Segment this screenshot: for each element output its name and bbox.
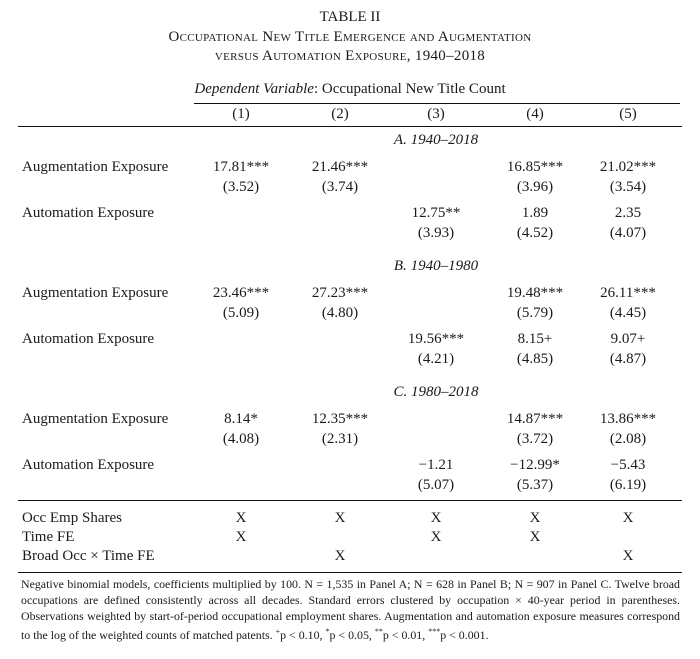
coefficient-cell: 26.11***: [600, 285, 656, 301]
coefficient-cell: −12.99*: [510, 457, 560, 473]
sig-level: p < 0.05: [329, 627, 369, 642]
table-label: TABLE II: [319, 9, 381, 25]
control-mark: X: [529, 529, 541, 545]
standard-error-cell: (2.31): [321, 431, 359, 447]
standard-error-cell: (3.52): [222, 179, 260, 195]
row-label: Augmentation Exposure: [22, 285, 169, 301]
standard-error-cell: (3.96): [516, 179, 554, 195]
coefficient-cell: 23.46***: [212, 285, 270, 301]
dep-var-prefix: Dependent Variable: [194, 81, 314, 97]
dependent-variable: [0, 81, 700, 98]
controls-rule: [18, 500, 682, 501]
standard-error-cell: (5.07): [417, 477, 455, 493]
standard-error-cell: (4.87): [609, 351, 647, 367]
coefficient-cell: −1.21: [418, 457, 454, 473]
standard-error-cell: (3.54): [609, 179, 647, 195]
coefficient-cell: 12.35***: [311, 411, 369, 427]
coefficient-cell: 21.46***: [311, 159, 369, 175]
coefficient-cell: 27.23***: [311, 285, 369, 301]
control-mark: X: [334, 548, 346, 564]
significance-legend: +p < 0.10, *p < 0.05, **p < 0.01, ***p < 0.001.: [275, 627, 489, 642]
coefficient-cell: 1.89: [521, 205, 549, 221]
column-header: (4): [526, 106, 544, 122]
coefficient-cell: 8.14*: [224, 411, 258, 427]
sig-symbol: ***: [428, 627, 441, 636]
coefficient-cell: 17.81***: [212, 159, 270, 175]
column-header: (2): [331, 106, 349, 122]
row-label: Automation Exposure: [22, 457, 155, 473]
control-label: Broad Occ × Time FE: [22, 548, 155, 564]
sig-level: p < 0.01: [382, 627, 423, 642]
control-mark: X: [235, 529, 247, 545]
control-label: Time FE: [22, 529, 75, 545]
coefficient-cell: 21.02***: [599, 159, 657, 175]
control-mark: X: [622, 510, 634, 526]
coefficient-cell: 12.75**: [411, 205, 461, 221]
standard-error-cell: (4.21): [417, 351, 455, 367]
coefficient-cell: 19.56***: [407, 331, 465, 347]
coefficient-cell: 2.35: [614, 205, 642, 221]
row-label: Augmentation Exposure: [22, 411, 169, 427]
standard-error-cell: (5.79): [516, 305, 554, 321]
standard-error-cell: (3.74): [321, 179, 359, 195]
coefficient-cell: 19.48***: [506, 285, 564, 301]
standard-error-cell: (4.52): [516, 225, 554, 241]
coefficient-cell: 14.87***: [506, 411, 564, 427]
column-header: (5): [619, 106, 637, 122]
column-header: (1): [232, 106, 250, 122]
sig-symbol: **: [374, 627, 383, 636]
row-label: Automation Exposure: [22, 205, 155, 221]
top-rule: [18, 126, 682, 127]
standard-error-cell: (2.08): [609, 431, 647, 447]
control-mark: X: [235, 510, 247, 526]
panel-title: C. 1980–2018: [393, 384, 479, 400]
sig-level: p < 0.001: [440, 627, 486, 642]
standard-error-cell: (4.85): [516, 351, 554, 367]
standard-error-cell: (4.08): [222, 431, 260, 447]
standard-error-cell: (3.93): [417, 225, 455, 241]
row-label: Augmentation Exposure: [22, 159, 169, 175]
control-mark: X: [430, 529, 442, 545]
row-label: Automation Exposure: [22, 331, 155, 347]
header-rule: [194, 103, 680, 104]
sig-symbol: +: [275, 627, 281, 636]
dep-var-value: : Occupational New Title Count: [313, 81, 506, 97]
standard-error-cell: (4.07): [609, 225, 647, 241]
table-title-line2: versus Automation Exposure, 1940–2018: [214, 48, 486, 64]
coefficient-cell: 9.07+: [610, 331, 646, 347]
coefficient-cell: 8.15+: [517, 331, 553, 347]
standard-error-cell: (5.37): [516, 477, 554, 493]
table-title-line1: Occupational New Title Emergence and Augmentation: [168, 29, 532, 45]
coefficient-cell: −5.43: [610, 457, 646, 473]
standard-error-cell: (4.80): [321, 305, 359, 321]
bottom-rule: [18, 572, 682, 573]
table-notes: [21, 576, 680, 643]
control-mark: X: [529, 510, 541, 526]
coefficient-cell: 16.85***: [506, 159, 564, 175]
standard-error-cell: (3.72): [516, 431, 554, 447]
sig-symbol: *: [325, 627, 330, 636]
column-header: (3): [427, 106, 445, 122]
control-mark: X: [334, 510, 346, 526]
notes-text: Negative binomial models, coefficients multiplied by 100. N = 1,535 in Panel A; N = 628 in Panel B; N = 907 in Panel C. Twelve broad occupations are defined consistently across all decades. Standard errors clustered by occupation × 40-year period in parentheses. Observations weighted by start-of-period occupational employment shares. Augmentation and automation exposure measures correspond to the log of the weighted counts of matched patents.: [21, 577, 680, 642]
control-mark: X: [430, 510, 442, 526]
panel-title: A. 1940–2018: [393, 132, 479, 148]
sig-level: p < 0.10: [280, 627, 320, 642]
coefficient-cell: 13.86***: [599, 411, 657, 427]
control-label: Occ Emp Shares: [22, 510, 122, 526]
standard-error-cell: (5.09): [222, 305, 260, 321]
standard-error-cell: (6.19): [609, 477, 647, 493]
standard-error-cell: (4.45): [609, 305, 647, 321]
panel-title: B. 1940–1980: [393, 258, 479, 274]
control-mark: X: [622, 548, 634, 564]
